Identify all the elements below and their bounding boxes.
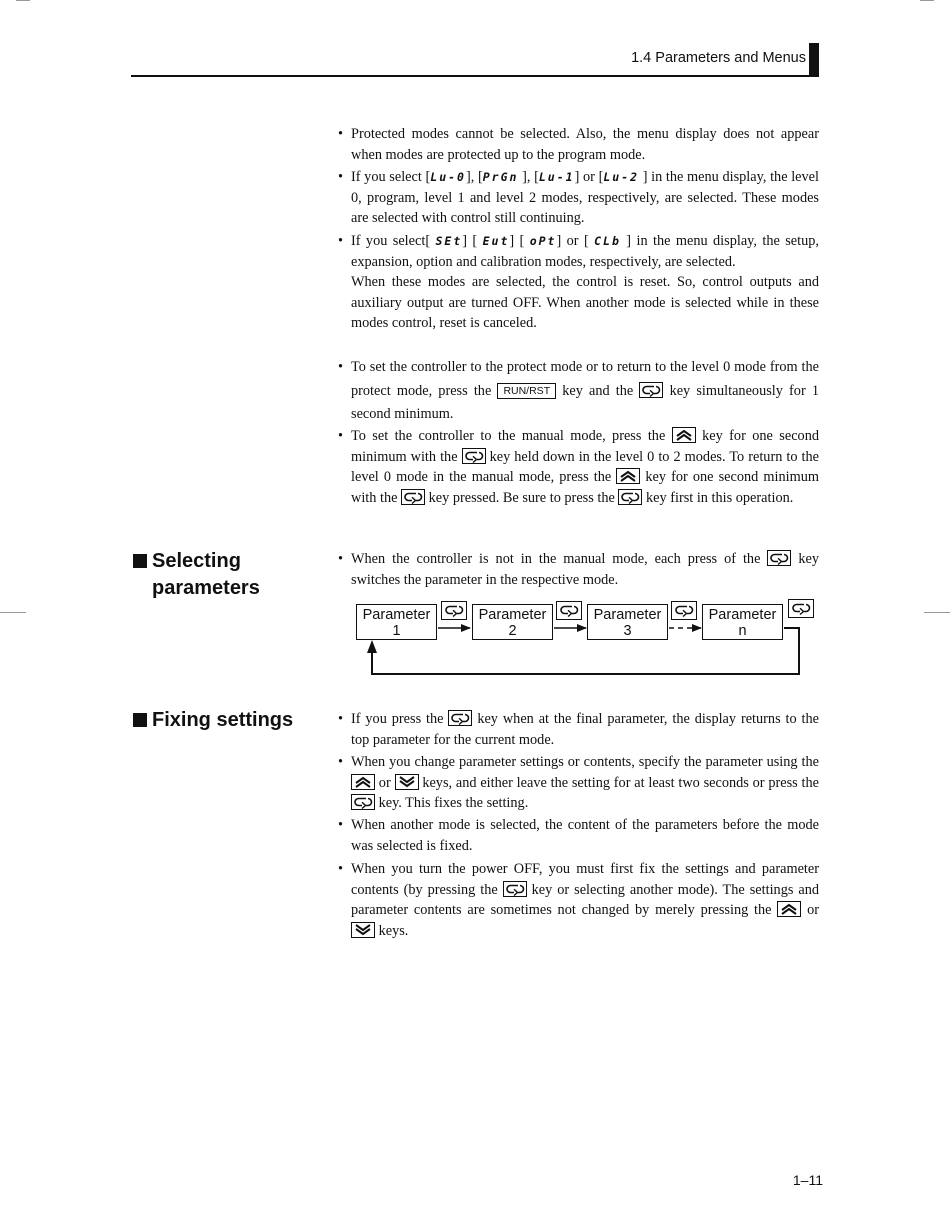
bullet-protected-modes xyxy=(338,124,819,165)
bullet-change-settings xyxy=(338,752,819,814)
return-arrowhead xyxy=(367,640,377,653)
bullet-text: If you select[ SEt] [ Eut] [ oPt] or [ CLb ] in the menu display, the setup, expansion, option and calibration modes, respectively, are selected. xyxy=(351,233,819,270)
seg-display-prgn: PrGn xyxy=(482,170,519,184)
bullet-final-parameter xyxy=(338,709,819,750)
mode-key-icon xyxy=(788,599,814,618)
mode-key-icon xyxy=(462,448,486,464)
crop-mark-mid-left xyxy=(0,612,26,613)
section-title-fixing-settings: Fixing settings xyxy=(133,707,293,734)
section-marker xyxy=(133,554,147,568)
mode-key-icon xyxy=(639,382,663,398)
bullet: • xyxy=(338,233,344,249)
seg-display-set: SEt xyxy=(435,234,463,248)
parameter-box-1: Parameter 1 xyxy=(356,604,437,640)
crop-mark-top-left xyxy=(16,0,30,1)
bullet: • xyxy=(338,754,344,770)
bullet-text: When another mode is selected, the content of the parameters before the mode was selected is fixed. xyxy=(351,817,819,854)
bullet: • xyxy=(338,861,344,877)
seg-display-clb: CLb xyxy=(594,234,621,248)
up-key-icon xyxy=(672,427,696,443)
mode-key-icon xyxy=(556,601,582,620)
crop-mark-top-right xyxy=(920,0,934,1)
down-key-icon xyxy=(351,922,375,938)
seg-display-opt: oPt xyxy=(529,234,557,248)
mode-key-icon xyxy=(401,489,425,505)
mode-key-icon xyxy=(351,794,375,810)
header-rule xyxy=(131,75,819,77)
seg-display-lu0: Lu-0 xyxy=(430,170,466,184)
bullet-power-off xyxy=(338,859,819,941)
bullet: • xyxy=(338,428,344,444)
bullet-another-mode xyxy=(338,815,819,856)
bullet-setup-modes xyxy=(338,231,819,334)
bullet: • xyxy=(338,817,344,833)
bullet-text: When you turn the power OFF, you must first fix the settings and parameter contents (by pressing the key or selecting another mode). The settings and parameter contents are sometimes not changed by merely pressing the or keys. xyxy=(351,861,820,939)
page-number: 1–11 xyxy=(792,1172,823,1188)
seg-display-lu1: Lu-1 xyxy=(538,170,575,184)
mode-key-icon xyxy=(671,601,697,620)
bullet: • xyxy=(338,169,344,185)
bullet-selecting-parameters xyxy=(338,549,819,590)
header-tab-bar xyxy=(809,43,819,77)
up-key-icon xyxy=(616,468,640,484)
bullet-text: When you change parameter settings or contents, specify the parameter using the or keys, and either leave the setting for at least two seconds or press the key. This fixes the setting. xyxy=(351,754,819,812)
bullet: • xyxy=(338,711,344,727)
running-header: 1.4 Parameters and Menus xyxy=(631,50,806,66)
mode-key-icon xyxy=(448,710,472,726)
seg-display-eut: Eut xyxy=(482,234,510,248)
bullet-level-modes xyxy=(338,167,819,229)
bullet: • xyxy=(338,359,344,375)
bullet-text: To set the controller to the protect mode or to return to the level 0 mode from the protect mode, press the RUN/RST key and the key simultaneously for 1 second minimum. xyxy=(351,359,820,422)
section-marker xyxy=(133,713,147,727)
parameter-box-n: Parameter n xyxy=(702,604,783,640)
mode-key-icon xyxy=(618,489,642,505)
bullet: • xyxy=(338,551,344,567)
bullet-text: Protected modes cannot be selected. Also, the menu display does not appear when modes are protected up to the program mode. xyxy=(351,126,819,163)
parameter-box-2: Parameter 2 xyxy=(472,604,553,640)
bullet-text: If you press the key when at the final parameter, the display returns to the top parameter for the current mode. xyxy=(351,711,820,748)
up-key-icon xyxy=(351,774,375,790)
bullet: • xyxy=(338,126,344,142)
bullet-continuation: When these modes are selected, the control is reset. So, control outputs and auxiliary output are turned OFF. When another mode is selected while in these modes control, reset is canceled. xyxy=(351,274,819,332)
crop-mark-mid-right xyxy=(924,612,950,613)
mode-key-icon xyxy=(767,550,791,566)
parameter-cycle-diagram xyxy=(340,598,820,680)
up-key-icon xyxy=(777,901,801,917)
bullet-text: If you select [Lu-0], [PrGn ], [Lu-1] or [Lu-2 ] in the menu display, the level 0, program, level 1 and level 2 modes, respectively, are selected. These modes are selected with control still continuing. xyxy=(351,169,819,227)
bullet-text: To set the controller to the manual mode, press the key for one second minimum with the key held down in the level 0 to 2 modes. To return to the level 0 mode in the manual mode, press the key for one second minimum with the key pressed. Be sure to press the key first in this operation. xyxy=(351,428,820,506)
mode-key-icon xyxy=(441,601,467,620)
bullet-protect-mode xyxy=(338,356,819,427)
bullet-text: When the controller is not in the manual mode, each press of the key switches the parameter in the respective mode. xyxy=(351,551,820,588)
bullet-manual-mode xyxy=(338,426,819,508)
mode-key-icon xyxy=(503,881,527,897)
down-key-icon xyxy=(395,774,419,790)
seg-display-lu2: Lu-2 xyxy=(603,170,640,184)
parameter-box-3: Parameter 3 xyxy=(587,604,668,640)
section-title-selecting-parameters: Selecting parameters xyxy=(133,548,260,602)
run-rst-key: RUN/RST xyxy=(497,383,556,399)
